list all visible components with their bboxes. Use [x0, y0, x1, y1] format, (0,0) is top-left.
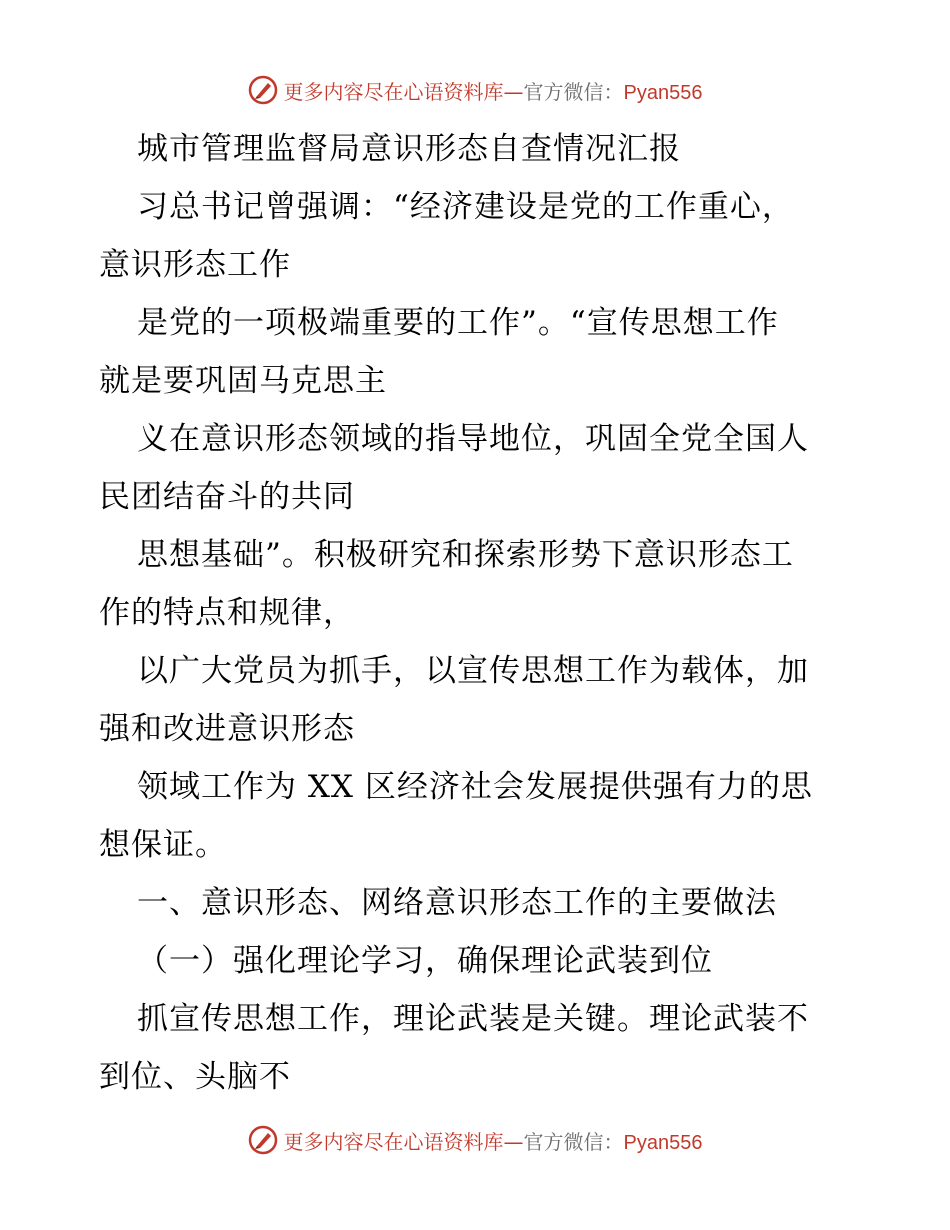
paragraph-line: 民团结奋斗的共同 [99, 479, 355, 515]
paragraph-line: 是党的一项极端重要的工作”。“宣传思想工作 [137, 305, 779, 341]
watermark-label: 官方微信： [523, 79, 624, 104]
subsection-heading: （一）强化理论学习，确保理论武装到位 [137, 943, 713, 979]
watermark-text [284, 1126, 703, 1155]
paragraph-line: 义在意识形态领域的指导地位，巩固全党全国人 [137, 421, 809, 457]
paragraph-line: 就是要巩固马克思主 [99, 363, 387, 399]
paragraph-line: 到位、头脑不 [99, 1059, 291, 1095]
document-body [99, 120, 859, 1106]
watermark-id: Pyan556 [623, 81, 703, 104]
paragraph-line: 习总书记曾强调：“经济建设是党的工作重心， [137, 189, 794, 225]
paragraph-line: 意识形态工作 [99, 247, 291, 283]
paragraph-line: 抓宣传思想工作，理论武装是关键。理论武装不 [137, 1001, 809, 1037]
paragraph-line: 作的特点和规律， [99, 595, 355, 631]
paragraph-line: 想保证。 [99, 827, 227, 863]
watermark-dash: — [503, 79, 524, 104]
paragraph-line: 思想基础”。积极研究和探索形势下意识形态工 [137, 537, 794, 573]
document-title: 城市管理监督局意识形态自查情况汇报 [137, 131, 681, 167]
watermark-id: Pyan556 [623, 1131, 703, 1154]
section-heading: 一、意识形态、网络意识形态工作的主要做法 [137, 885, 777, 921]
watermark-header [0, 70, 950, 110]
watermark-text [284, 76, 703, 105]
watermark-footer [0, 1120, 950, 1160]
paragraph-line: 强和改进意识形态 [99, 711, 355, 747]
watermark-brand: 更多内容尽在心语资料库 [283, 79, 504, 104]
pen-logo-icon [248, 1125, 278, 1155]
paragraph-line: 领域工作为 XX 区经济社会发展提供强有力的思 [137, 769, 813, 805]
pen-logo-icon [248, 75, 278, 105]
watermark-label: 官方微信： [523, 1129, 624, 1154]
watermark-dash: — [503, 1129, 524, 1154]
watermark-brand: 更多内容尽在心语资料库 [283, 1129, 504, 1154]
paragraph-line: 以广大党员为抓手，以宣传思想工作为载体，加 [137, 653, 809, 689]
